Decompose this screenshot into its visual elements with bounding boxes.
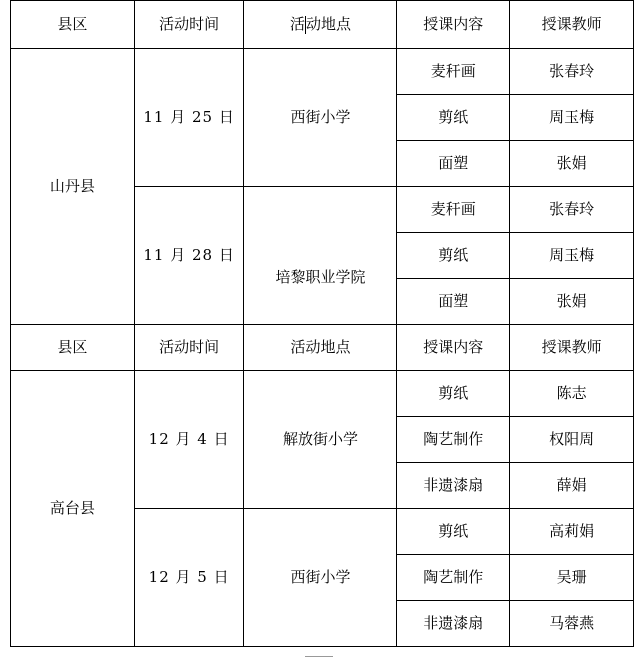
teacher-cell[interactable]: 吴珊 — [510, 555, 634, 601]
teacher-cell[interactable]: 张春玲 — [510, 187, 634, 233]
table-row — [11, 371, 634, 417]
place-cell[interactable] — [244, 187, 397, 325]
teacher-cell[interactable]: 张娟 — [510, 279, 634, 325]
content-cell[interactable]: 剪纸 — [397, 509, 510, 555]
header-place[interactable] — [244, 1, 397, 49]
content-cell[interactable]: 剪纸 — [397, 233, 510, 279]
table-row — [11, 49, 634, 95]
content-cell[interactable]: 剪纸 — [397, 95, 510, 141]
place-cell[interactable]: 西街小学 — [244, 49, 397, 187]
header-teacher[interactable]: 授课教师 — [510, 1, 634, 49]
header-row — [11, 1, 634, 49]
header-county[interactable]: 县区 — [11, 325, 135, 371]
place-cell[interactable]: 解放街小学 — [244, 371, 397, 509]
place-cell[interactable]: 西街小学 — [244, 509, 397, 647]
content-cell[interactable]: 剪纸 — [397, 371, 510, 417]
content-cell[interactable]: 面塑 — [397, 279, 510, 325]
content-cell[interactable]: 陶艺制作 — [397, 417, 510, 463]
page-edge-marker — [305, 656, 333, 660]
header-county[interactable]: 县区 — [11, 1, 135, 49]
header-time[interactable]: 活动时间 — [134, 1, 244, 49]
date-cell[interactable]: 11 月 28 日 — [134, 187, 244, 325]
content-cell[interactable]: 麦秆画 — [397, 49, 510, 95]
schedule-table — [10, 0, 634, 647]
content-cell[interactable]: 非遗漆扇 — [397, 601, 510, 647]
header-content[interactable]: 授课内容 — [397, 1, 510, 49]
date-cell[interactable]: 12 月 5 日 — [134, 509, 244, 647]
content-cell[interactable]: 麦秆画 — [397, 187, 510, 233]
teacher-cell[interactable]: 张春玲 — [510, 49, 634, 95]
header-place-part1: 活 — [289, 14, 305, 33]
teacher-cell[interactable]: 薛娟 — [510, 463, 634, 509]
header-place[interactable]: 活动地点 — [244, 325, 397, 371]
header-place-part2: 动地点 — [305, 14, 351, 33]
county-cell[interactable]: 山丹县 — [11, 49, 135, 325]
content-cell[interactable]: 非遗漆扇 — [397, 463, 510, 509]
county-cell[interactable]: 高台县 — [11, 371, 135, 647]
teacher-cell[interactable]: 周玉梅 — [510, 95, 634, 141]
header-content[interactable]: 授课内容 — [397, 325, 510, 371]
content-cell[interactable]: 面塑 — [397, 141, 510, 187]
teacher-cell[interactable]: 马蓉燕 — [510, 601, 634, 647]
teacher-cell[interactable]: 陈志 — [510, 371, 634, 417]
teacher-cell[interactable]: 高莉娟 — [510, 509, 634, 555]
teacher-cell[interactable]: 张娟 — [510, 141, 634, 187]
place-text: 培黎职业学院 — [275, 268, 366, 286]
teacher-cell[interactable]: 权阳周 — [510, 417, 634, 463]
teacher-cell[interactable]: 周玉梅 — [510, 233, 634, 279]
date-cell[interactable]: 11 月 25 日 — [134, 49, 244, 187]
header-time[interactable]: 活动时间 — [134, 325, 244, 371]
header-row — [11, 325, 634, 371]
content-cell[interactable]: 陶艺制作 — [397, 555, 510, 601]
header-teacher[interactable]: 授课教师 — [510, 325, 634, 371]
date-cell[interactable]: 12 月 4 日 — [134, 371, 244, 509]
